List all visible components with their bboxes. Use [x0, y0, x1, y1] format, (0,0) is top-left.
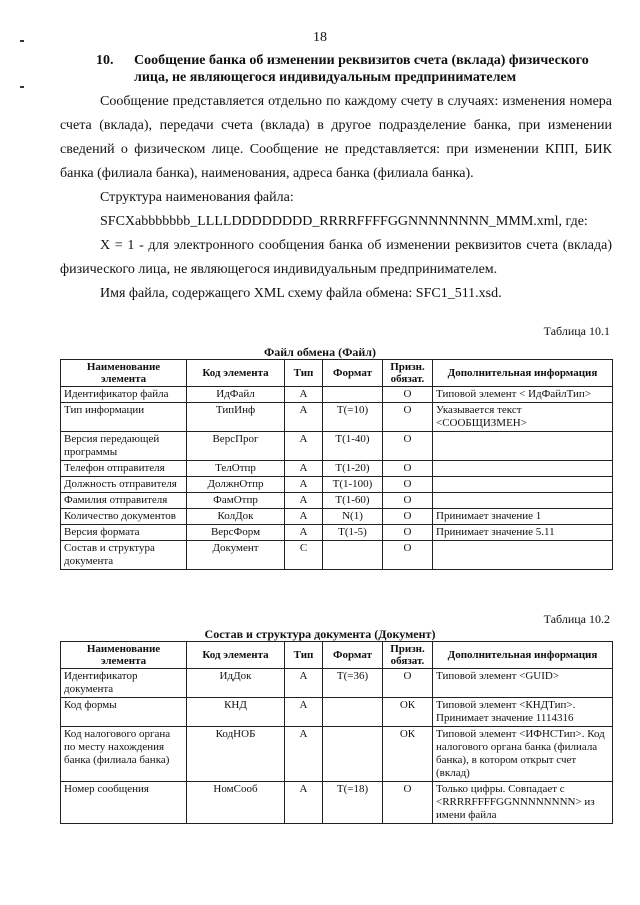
page-number: 18	[313, 30, 327, 45]
element-name-cell: Код формы	[61, 698, 187, 727]
exchange-file-table	[60, 359, 613, 570]
element-name-cell: Фамилия отправителя	[61, 493, 187, 509]
info-cell: Только цифры. Совпадает с <RRRRFFFFGGNNNNNNNN> из имени файла	[433, 782, 613, 824]
document-structure-table	[60, 641, 613, 824]
required-cell: О	[383, 669, 433, 698]
type-cell: А	[285, 403, 323, 432]
info-cell: Принимает значение 5.11	[433, 525, 613, 541]
type-cell: А	[285, 782, 323, 824]
element-name-cell: Количество документов	[61, 509, 187, 525]
element-code-cell: КодНОБ	[187, 727, 285, 782]
element-name-cell: Должность отправителя	[61, 477, 187, 493]
table-row	[61, 509, 613, 525]
paragraph-x-definition: X = 1 - для электронного сообщения банка об изменении реквизитов счета (вклада) физического лица, не являющегося индивидуальным предпринимателем.	[60, 238, 612, 277]
required-cell: О	[383, 461, 433, 477]
table-number: Таблица 10.2	[543, 612, 610, 626]
info-cell	[433, 493, 613, 509]
element-code-cell: Документ	[187, 541, 285, 570]
format-cell	[323, 541, 383, 570]
type-cell: С	[285, 541, 323, 570]
element-name-cell: Код налогового органа по месту нахождения банка (филиала банка)	[61, 727, 187, 782]
type-cell: А	[285, 525, 323, 541]
table-row	[61, 541, 613, 570]
required-cell: О	[383, 525, 433, 541]
type-cell: А	[285, 509, 323, 525]
required-cell: О	[383, 782, 433, 824]
table-header-row	[61, 642, 613, 669]
info-cell: Типовой элемент <GUID>	[433, 669, 613, 698]
element-code-cell: ФамОтпр	[187, 493, 285, 509]
info-cell	[433, 477, 613, 493]
required-cell: О	[383, 432, 433, 461]
element-code-cell: ДолжнОтпр	[187, 477, 285, 493]
table-title: Файл обмена (Файл)	[263, 345, 377, 359]
paragraph-structure: Структура наименования файла:	[100, 190, 294, 205]
element-code-cell: ТипИнф	[187, 403, 285, 432]
type-cell: А	[285, 387, 323, 403]
type-cell: А	[285, 727, 323, 782]
element-code-cell: КНД	[187, 698, 285, 727]
element-code-cell: ИдФайл	[187, 387, 285, 403]
required-cell: ОК	[383, 698, 433, 727]
element-name-cell: Телефон отправителя	[61, 461, 187, 477]
column-header: Тип	[285, 642, 323, 669]
column-header: Дополнительная информация	[433, 642, 613, 669]
column-header: Призн. обязат.	[383, 360, 433, 387]
required-cell: О	[383, 493, 433, 509]
info-cell	[433, 461, 613, 477]
type-cell: А	[285, 461, 323, 477]
format-cell: Т(1-100)	[323, 477, 383, 493]
column-header: Код элемента	[187, 642, 285, 669]
type-cell: А	[285, 698, 323, 727]
required-cell: О	[383, 387, 433, 403]
column-header: Наименование элемента	[61, 360, 187, 387]
format-cell	[323, 387, 383, 403]
element-name-cell: Версия передающей программы	[61, 432, 187, 461]
table-row	[61, 477, 613, 493]
element-name-cell: Версия формата	[61, 525, 187, 541]
format-cell: Т(=10)	[323, 403, 383, 432]
element-name-cell: Тип информации	[61, 403, 187, 432]
format-cell: Т(1-40)	[323, 432, 383, 461]
table-row	[61, 525, 613, 541]
element-code-cell: КолДок	[187, 509, 285, 525]
column-header: Дополнительная информация	[433, 360, 613, 387]
table-row	[61, 403, 613, 432]
margin-mark	[20, 86, 24, 88]
format-cell: Т(1-5)	[323, 525, 383, 541]
table-number: Таблица 10.1	[543, 324, 610, 338]
info-cell: Типовой элемент < ИдФайлТип>	[433, 387, 613, 403]
required-cell: О	[383, 541, 433, 570]
element-code-cell: НомСооб	[187, 782, 285, 824]
format-cell: N(1)	[323, 509, 383, 525]
table-header-row	[61, 360, 613, 387]
info-cell: Типовой элемент <ИФНСТип>. Код налогового органа банка (филиала банка), в котором открыт счет (вклад)	[433, 727, 613, 782]
element-code-cell: ВерсФорм	[187, 525, 285, 541]
paragraph-schema: Имя файла, содержащего XML схему файла обмена: SFC1_511.xsd.	[100, 286, 502, 301]
format-cell	[323, 698, 383, 727]
format-cell: Т(1-20)	[323, 461, 383, 477]
format-cell	[323, 727, 383, 782]
column-header: Формат	[323, 360, 383, 387]
table-row	[61, 387, 613, 403]
column-header: Наименование элемента	[61, 642, 187, 669]
table-row	[61, 432, 613, 461]
required-cell: О	[383, 509, 433, 525]
required-cell: О	[383, 403, 433, 432]
column-header: Код элемента	[187, 360, 285, 387]
element-code-cell: ВерсПрог	[187, 432, 285, 461]
paragraph-intro: Сообщение представляется отдельно по каждому счету в случаях: изменения номера счета (вклада), передачи счета (вклада) в другое подразделение банка, при изменении сведений о физическом лице. Сообщение не представляется: при изменении КПП, БИК банка (филиала банка), наименования, адреса банка (филиала банка).	[60, 94, 612, 181]
paragraph-filename: SFCXabbbbbbb_LLLLDDDDDDDD_RRRRFFFFGGNNNNNNNN_MMM.xml, где:	[100, 214, 588, 229]
column-header: Тип	[285, 360, 323, 387]
format-cell: Т(=36)	[323, 669, 383, 698]
type-cell: А	[285, 493, 323, 509]
type-cell: А	[285, 477, 323, 493]
table-row	[61, 493, 613, 509]
column-header: Призн. обязат.	[383, 642, 433, 669]
element-name-cell: Состав и структура документа	[61, 541, 187, 570]
section-heading	[96, 52, 612, 86]
table-title: Состав и структура документа (Документ)	[204, 627, 436, 641]
column-header: Формат	[323, 642, 383, 669]
type-cell: А	[285, 669, 323, 698]
table-row	[61, 727, 613, 782]
element-name-cell: Номер сообщения	[61, 782, 187, 824]
type-cell: А	[285, 432, 323, 461]
info-cell: Указывается текст <СООБЩИЗМЕН>	[433, 403, 613, 432]
format-cell: Т(=18)	[323, 782, 383, 824]
table-row	[61, 698, 613, 727]
info-cell: Принимает значение 1	[433, 509, 613, 525]
table-row	[61, 461, 613, 477]
info-cell	[433, 432, 613, 461]
element-code-cell: ТелОтпр	[187, 461, 285, 477]
info-cell	[433, 541, 613, 570]
element-name-cell: Идентификатор файла	[61, 387, 187, 403]
element-code-cell: ИдДок	[187, 669, 285, 698]
required-cell: ОК	[383, 727, 433, 782]
section-title: Сообщение банка об изменении реквизитов счета (вклада) физического лица, не являющегося индивидуальным предпринимателем	[134, 53, 589, 85]
required-cell: О	[383, 477, 433, 493]
format-cell: Т(1-60)	[323, 493, 383, 509]
section-number: 10.	[96, 53, 114, 68]
table-row	[61, 782, 613, 824]
table-row	[61, 669, 613, 698]
element-name-cell: Идентификатор документа	[61, 669, 187, 698]
info-cell: Типовой элемент <КНДТип>. Принимает значение 1114316	[433, 698, 613, 727]
